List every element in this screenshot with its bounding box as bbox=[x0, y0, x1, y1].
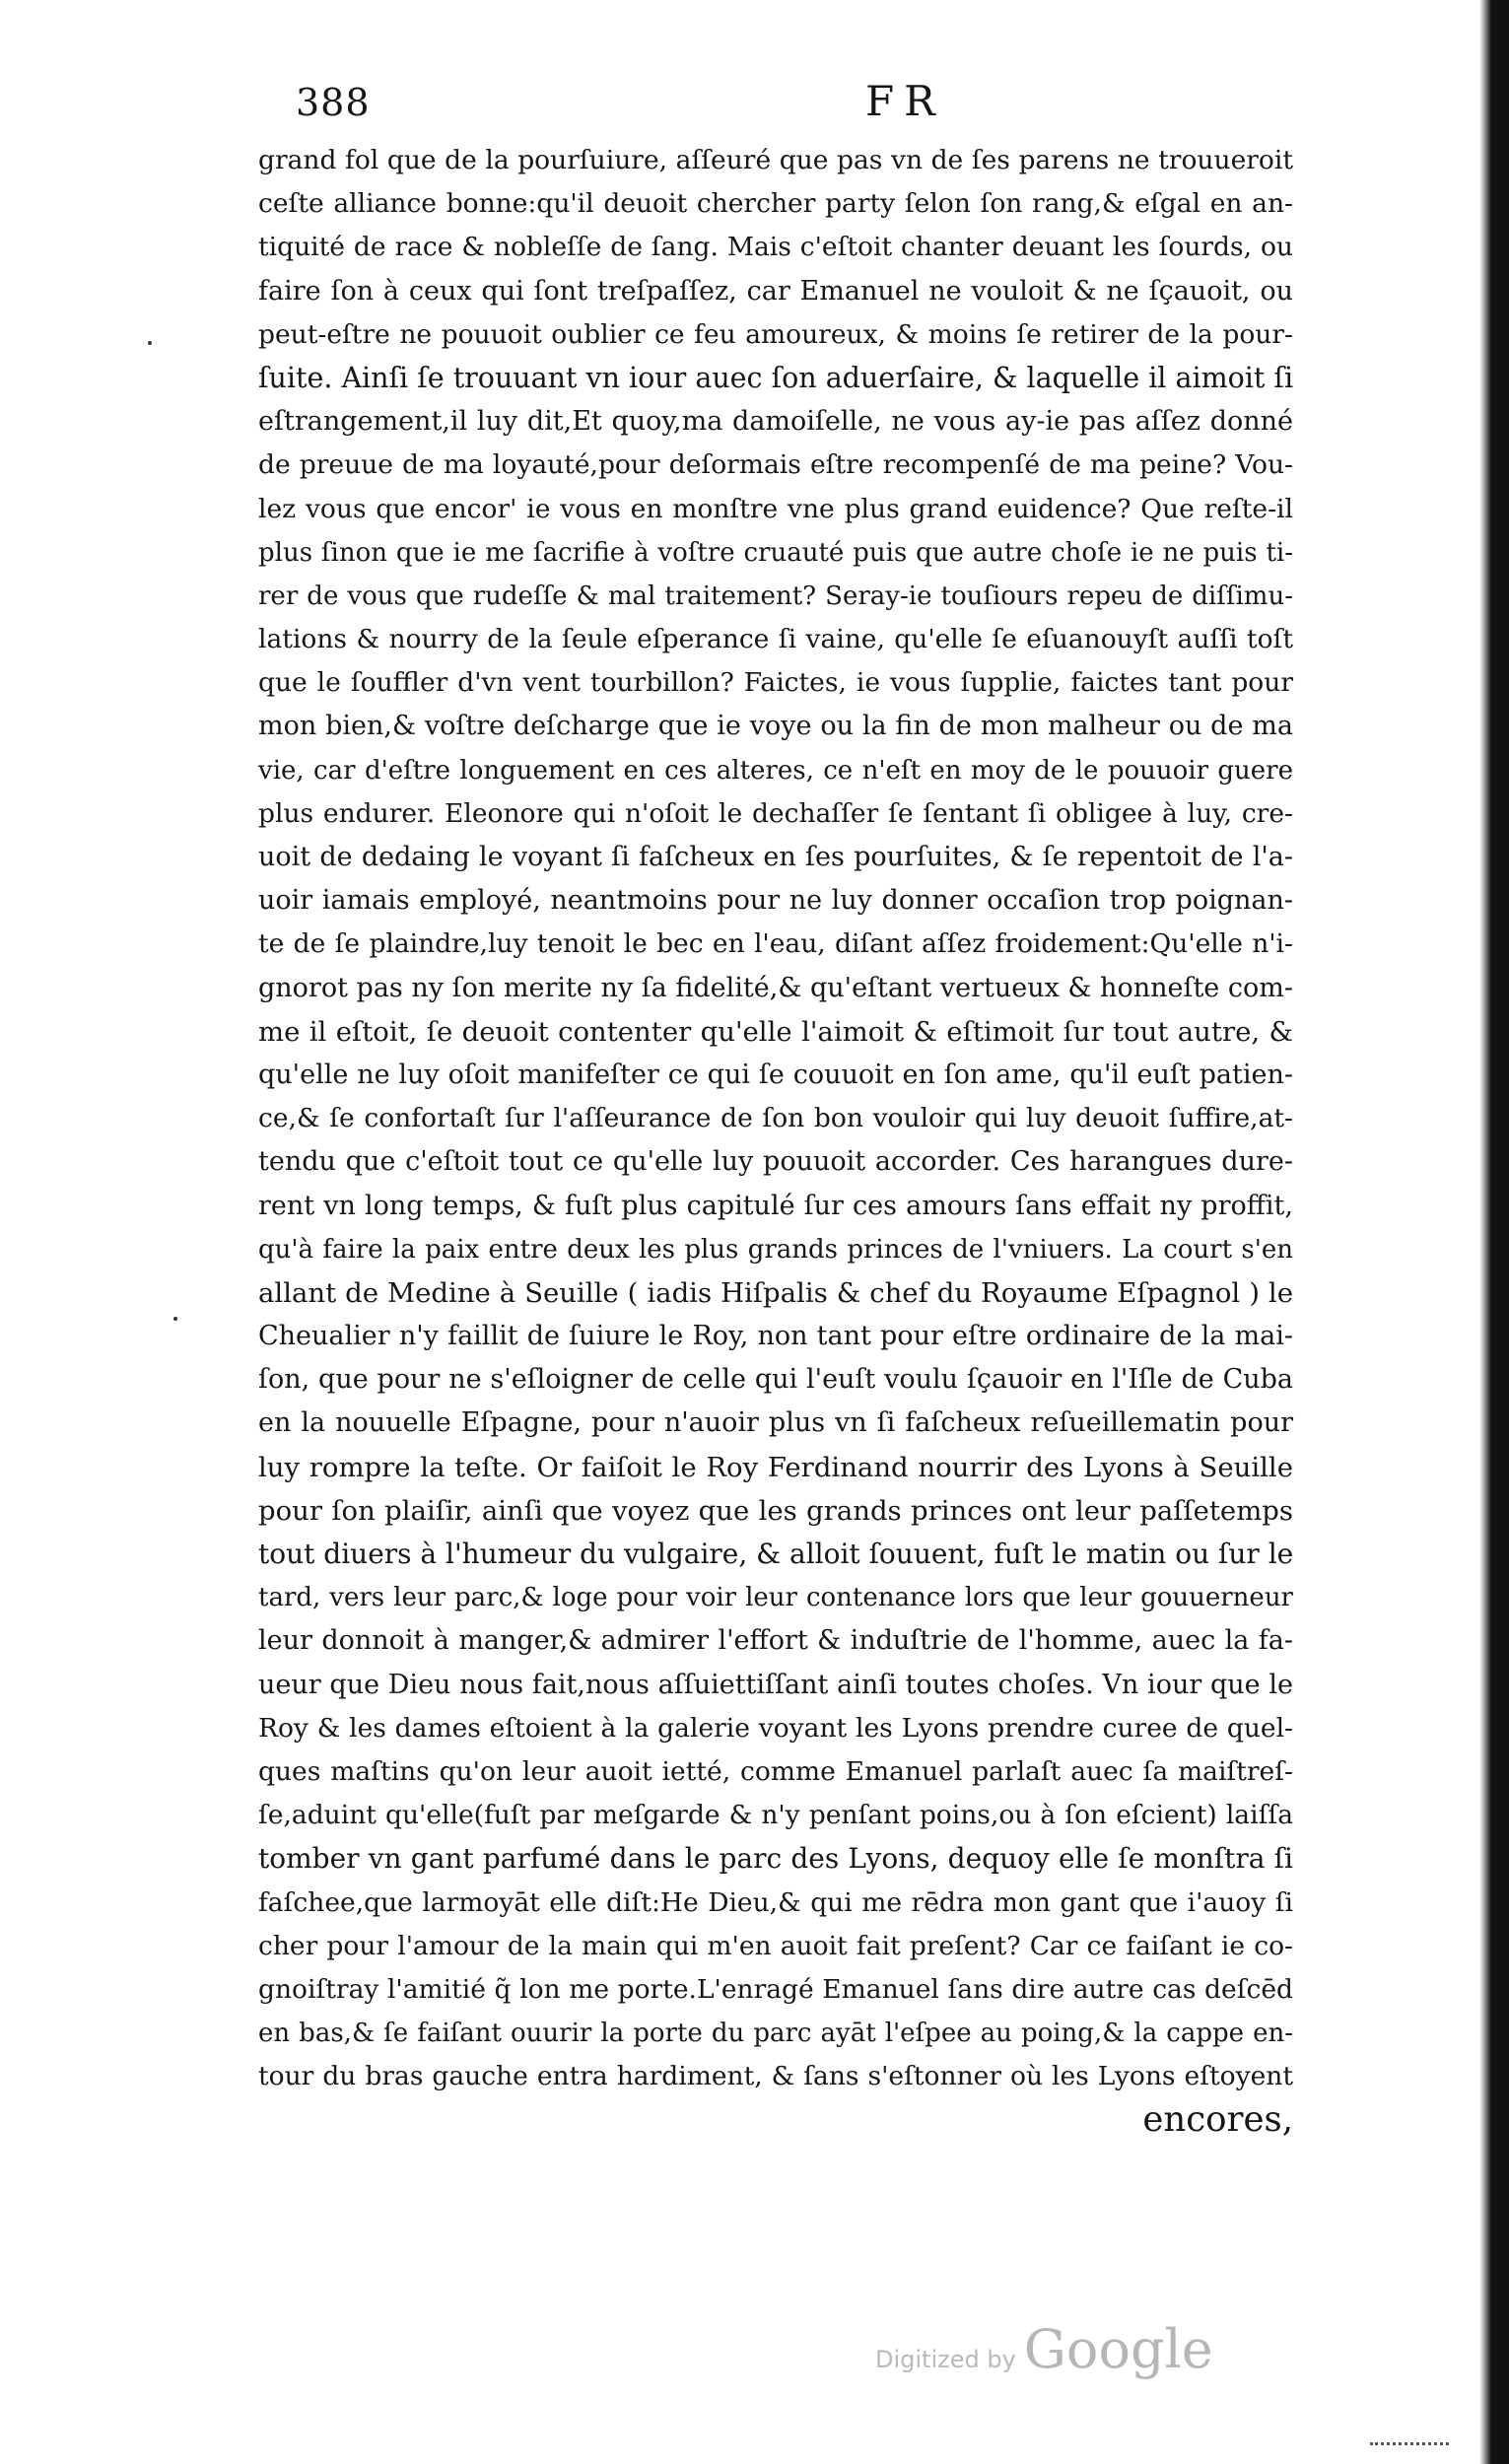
text-line: ce,& ſe confortaſt ſur l'aſſeurance de ſon bon vouloir qui luy deuoit ſuffire,at- bbox=[258, 1103, 1293, 1134]
text-line: allant de Medine à Seuille ( iadis Hiſpalis & chef du Royaume Eſpagnol ) le bbox=[258, 1276, 1293, 1309]
text-line: uoir iamais employé, neantmoins pour ne luy donner occaſion trop poignan- bbox=[258, 885, 1293, 917]
text-line: mon bien,& voſtre deſcharge que ie voye ou la fin de mon malheur ou de ma bbox=[258, 711, 1293, 742]
page-number: 388 bbox=[296, 81, 371, 124]
text-line: qu'à faire la paix entre deux les plus grands princes de l'vniuers. La court s'en bbox=[258, 1234, 1293, 1265]
text-line: gnorot pas ny ſon merite ny ſa fidelité,& qu'eſtant vertueux & honneſte com- bbox=[258, 972, 1293, 1003]
text-line: peut-eſtre ne pouuoit oublier ce feu amoureux, & moins ſe retirer de la pour- bbox=[258, 318, 1293, 350]
text-line: tiquité de race & nobleſſe de ſang. Mais c'eſtoit chanter deuant les ſourds, ou bbox=[258, 232, 1293, 263]
google-watermark bbox=[875, 2318, 1213, 2380]
text-line: plus ſinon que ie me ſacrifie à voſtre cruauté puis que autre choſe ie ne puis ti- bbox=[258, 537, 1293, 568]
text-line: faire ſon à ceux qui ſont treſpaſſez, car Emanuel ne vouloit & ne ſçauoit, ou bbox=[258, 275, 1293, 307]
text-line: tout diuers à l'humeur du vulgaire, & alloit ſouuent, fuſt le matin ou ſur le bbox=[258, 1538, 1294, 1570]
text-line: grand fol que de la pourſuiure, aſſeuré que pas vn de ſes parens ne trouueroit bbox=[258, 145, 1293, 175]
digitized-by-label: Digitized by bbox=[875, 2346, 1016, 2373]
ink-speck bbox=[148, 341, 152, 345]
text-line: gnoiſtray l'amitié q̃ lon me porte.L'enragé Emanuel ſans dire autre cas deſcēd bbox=[258, 1973, 1293, 2005]
text-line: tendu que c'eſtoit tout ce qu'elle luy pouuoit accorder. Ces harangues dure- bbox=[258, 1146, 1293, 1178]
scan-artifact bbox=[1370, 2442, 1449, 2451]
google-logo: Google bbox=[1023, 2318, 1213, 2380]
text-line: luy rompre la teſte. Or faiſoit le Roy Ferdinand nourrir des Lyons à Seuille bbox=[258, 1451, 1293, 1483]
text-line: te de ſe plaindre,luy tenoit le bec en l'eau, diſant aſſez froidement:Qu'elle n'i- bbox=[258, 928, 1293, 960]
text-line: tomber vn gant parfumé dans le parc des Lyons, dequoy elle ſe monſtra ſi bbox=[258, 1842, 1293, 1876]
ink-speck bbox=[173, 1317, 177, 1321]
text-line: qu'elle ne luy oſoit manifeſter ce qui ſe couuoit en ſon ame, qu'il euſt patien- bbox=[258, 1059, 1293, 1090]
text-line: ceſte alliance bonne:qu'il deuoit chercher party ſelon ſon rang,& eſgal en an- bbox=[258, 188, 1293, 220]
text-line: en bas,& ſe faiſant ouurir la porte du parc ayāt l'eſpee au poing,& la cappe en- bbox=[258, 2019, 1293, 2049]
text-line: eſtrangement,il luy dit,Et quoy,ma damoiſelle, ne vous ay-ie pas aſſez donné bbox=[258, 406, 1293, 438]
text-line: Cheualier n'y faillit de ſuiure le Roy, non tant pour eſtre ordinaire de la mai- bbox=[258, 1321, 1293, 1352]
text-line: uoit de dedaing le voyant ſi faſcheux en ſes pourſuites, & ſe repentoit de l'a- bbox=[258, 842, 1293, 872]
text-line: lez vous que encor' ie vous en monſtre vne plus grand euidence? Que reſte-il bbox=[258, 493, 1293, 524]
text-line: rer de vous que rudeſſe & mal traitement? Seray-ie touſiours repeu de diſſimu- bbox=[258, 581, 1293, 611]
text-line: cher pour l'amour de la main qui m'en auoit fait preſent? Car ce faiſant ie co- bbox=[258, 1930, 1293, 1961]
body-text bbox=[258, 139, 1293, 2143]
text-line: rent vn long temps, & fuſt plus capitulé ſur ces amours ſans effait ny proffit, bbox=[258, 1190, 1293, 1221]
text-line: plus endurer. Eleonore qui n'oſoit le dechaſſer ſe ſentant ſi obligee à luy, cre- bbox=[258, 797, 1293, 829]
text-line: ſe,aduint qu'elle(fuſt par meſgarde & n'y penſant poins,ou à ſon eſcient) laiſſa bbox=[258, 1800, 1293, 1831]
text-line: que le ſouffler d'vn vent tourbillon? Faictes, ie vous ſupplie, faictes tant pour bbox=[258, 667, 1293, 699]
page-edge-shadow bbox=[1479, 0, 1509, 2464]
text-line: vie, car d'eſtre longuement en ces alteres, ce n'eſt en moy de le pouuoir guere bbox=[258, 755, 1293, 786]
text-line: de preuue de ma loyauté,pour deſormais eſtre recompenſé de ma peine? Vou- bbox=[258, 449, 1293, 481]
text-line: me il eſtoit, ſe deuoit contenter qu'elle l'aimoit & eſtimoit ſur tout autre, & bbox=[258, 1015, 1293, 1048]
text-line: ueur que Dieu nous fait,nous aſſuiettiſſant ainſi toutes choſes. Vn iour que le bbox=[258, 1669, 1293, 1700]
text-line: ſon, que pour ne s'eſloigner de celle qui l'euſt voulu ſçauoir en l'Iſle de Cuba bbox=[258, 1364, 1293, 1396]
page-header bbox=[296, 77, 1291, 126]
text-line: faſchee,que larmoyāt elle diſt:He Dieu,& qui me rēdra mon gant que i'auoy ſi bbox=[258, 1886, 1293, 1918]
text-line: leur donnoit à manger,& admirer l'effort & induſtrie de l'homme, auec la fa- bbox=[258, 1625, 1293, 1657]
text-line: tour du bras gauche entra hardiment, & ſans s'eſtonner où les Lyons eſtoyent bbox=[258, 2061, 1293, 2092]
text-line: pour ſon plaiſir, ainſi que voyez que les grands princes ont leur paſſetemps bbox=[258, 1494, 1293, 1527]
catchword: encores, bbox=[1142, 2099, 1293, 2141]
text-line: Roy & les dames eſtoient à la galerie voyant les Lyons prendre curee de quel- bbox=[258, 1712, 1293, 1744]
running-title: FR bbox=[865, 77, 945, 125]
text-line: lations & nourry de la ſeule eſperance ſi vaine, qu'elle ſe eſuanouyſt auſſi toſt bbox=[258, 624, 1293, 655]
text-line: ques maſtins qu'on leur auoit ietté, comme Emanuel parlaſt auec ſa maiſtreſ- bbox=[258, 1755, 1293, 1787]
text-line: tard, vers leur parc,& loge pour voir leur contenance lors que leur gouuerneur bbox=[258, 1583, 1293, 1613]
text-line: ſuite. Ainſi ſe trouuant vn iour auec ſon aduerſaire, & laquelle il aimoit ſi bbox=[258, 361, 1294, 394]
text-line: en la nouuelle Eſpagne, pour n'auoir plus vn ſi faſcheux reſueillematin pour bbox=[258, 1407, 1293, 1439]
